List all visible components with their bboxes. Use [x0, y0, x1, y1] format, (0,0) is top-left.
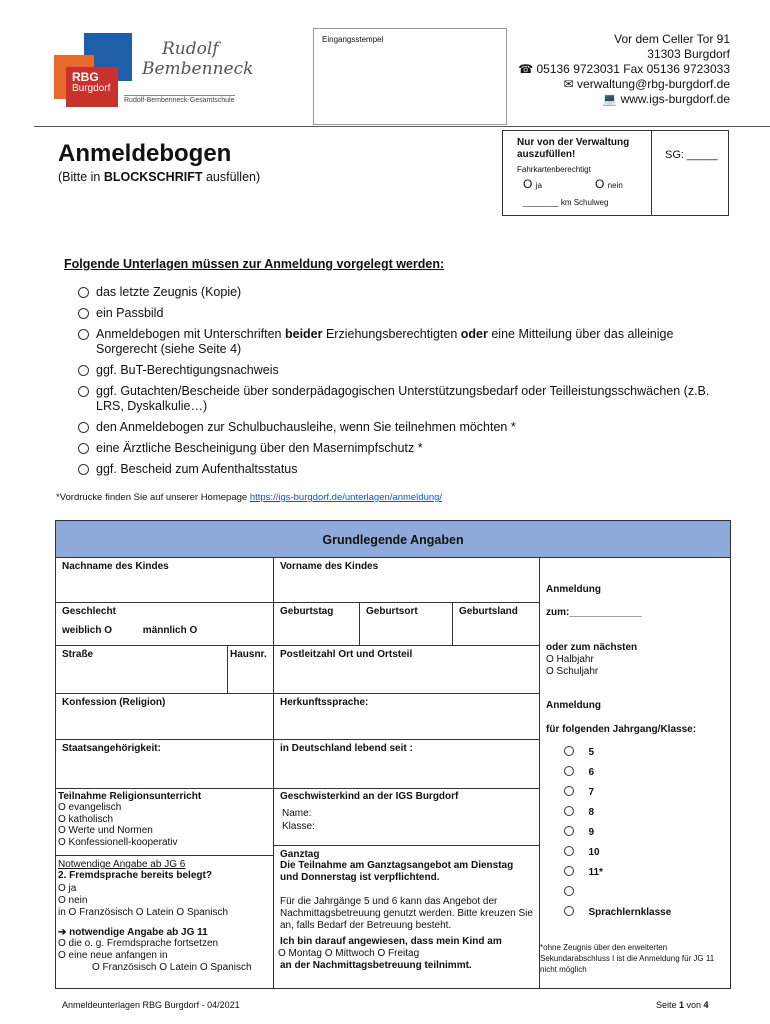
ganztag-end: an der Nachmittagsbetreuung teilnimmt. [280, 960, 472, 971]
address-phone: ☎ 05136 9723031 Fax 05136 9723033 [518, 62, 730, 76]
jg11-option1[interactable]: O die o. g. Fremdsprache fortsetzen [58, 938, 219, 949]
geburtsland-field[interactable] [452, 602, 540, 646]
grade-option[interactable] [564, 782, 671, 802]
list-item [56, 327, 716, 357]
subtitle-prefix: (Bitte in [58, 170, 104, 184]
konfession-field[interactable] [55, 693, 274, 740]
header-divider [34, 126, 770, 127]
doc-item-text: ein Passbild [96, 306, 164, 320]
grade-option[interactable] [564, 762, 671, 782]
list-item [56, 363, 716, 378]
staat-label: Staatsangehörigkeit: [62, 743, 161, 754]
jahrgang-label: für folgenden Jahrgang/Klasse: [546, 724, 697, 735]
logo-subtitle: Rudolf-Bembenneck-Gesamtschule [124, 97, 235, 104]
page-subtitle [58, 170, 260, 184]
nachname-label: Nachname des Kindes [62, 561, 169, 572]
checkbox-circle[interactable] [78, 422, 89, 433]
subtitle-bold: BLOCKSCHRIFT [103, 170, 203, 184]
geburtstag-label: Geburtstag [280, 606, 334, 617]
anmeldung-label: Anmeldung [546, 584, 601, 595]
plz-field[interactable] [273, 645, 540, 694]
anmeldung2-label: Anmeldung [546, 700, 601, 711]
admin-ja-option[interactable]: O ja [523, 177, 542, 191]
admin-nein: nein [607, 181, 623, 190]
page-title: Anmeldebogen [58, 140, 232, 167]
grade-circle[interactable] [564, 766, 574, 776]
admin-sg: SG: _____ [665, 149, 718, 161]
form-header [55, 520, 731, 558]
list-item [56, 441, 716, 456]
geschlecht-field [55, 602, 274, 646]
religion-option[interactable]: O Konfessionell-kooperativ [58, 836, 178, 848]
grade-label: 9 [588, 827, 595, 838]
doc-item-text: den Anmeldebogen zur Schulbuchausleihe, wenn Sie teilnehmen möchten * [96, 420, 516, 434]
sibling-name[interactable]: Name: [282, 808, 312, 819]
jg11-option2[interactable]: O eine neue anfangen in [58, 950, 168, 961]
sibling-klasse[interactable]: Klasse: [282, 821, 315, 832]
doc-item-text: das letzte Zeugnis (Kopie) [96, 285, 242, 299]
strasse-label: Straße [62, 649, 94, 660]
grade-circle[interactable] [564, 786, 574, 796]
doc-item-text: eine Ärztliche Bescheinigung über den Masernimpfschutz * [96, 441, 423, 455]
doc-item-text: Anmeldebogen mit Unterschriften beider Erziehungsberechtigten oder eine Mitteilung über das alleinige Sorgerecht (siehe Seite 4) [96, 327, 674, 356]
geschwister-label [280, 791, 533, 802]
maennlich-option[interactable]: männlich O [142, 625, 198, 636]
grade-option[interactable] [564, 842, 671, 862]
doc-item-text: ggf. Bescheid zum Aufenthaltsstatus [96, 462, 298, 476]
fremd-ja[interactable]: O ja [58, 883, 77, 894]
hausnr-label: Hausnr. [230, 649, 267, 660]
grade-option[interactable] [564, 902, 671, 922]
geschlecht-label: Geschlecht [62, 606, 116, 617]
school-logo [54, 33, 254, 113]
ganztag-field [273, 845, 540, 989]
vorname-field[interactable] [273, 557, 540, 603]
list-item [56, 462, 716, 477]
admin-ja: ja [535, 181, 542, 190]
address-web: 💻 www.igs-burgdorf.de [602, 92, 730, 106]
school-address [518, 32, 730, 107]
subtitle-suffix: ausfüllen) [202, 170, 261, 184]
homepage-link[interactable]: https://igs-burgdorf.de/unterlagen/anmeldung/ [249, 492, 443, 503]
admin-fahrkarte: Fahrkartenberechtigt [517, 165, 591, 174]
ganztag-title: Ganztag [280, 849, 320, 860]
geburtsland-label: Geburtsland [459, 606, 518, 617]
herkunft-field[interactable] [273, 693, 540, 740]
grade-circle[interactable] [564, 906, 574, 916]
religion-option[interactable]: O Werte und Normen [58, 825, 153, 836]
stamp-label: Eingangsstempel [322, 35, 384, 44]
address-city: 31303 Burgdorf [647, 47, 730, 61]
page-mid: von [684, 1000, 704, 1010]
religion-field [55, 788, 274, 856]
fremdsprache-field [55, 855, 274, 989]
docs-footnote [56, 492, 442, 503]
logo-badge-line2: Burgdorf [72, 83, 111, 94]
grade-circle[interactable] [564, 806, 574, 816]
admin-nein-option[interactable]: O nein [595, 177, 623, 191]
stamp-box [313, 28, 507, 125]
geburtstag-field[interactable] [273, 602, 360, 646]
grade-option[interactable] [564, 882, 671, 902]
page-num: 1 [679, 1000, 685, 1010]
halbjahr-option[interactable]: O Halbjahr [546, 654, 594, 665]
grade-label: 6 [588, 767, 595, 778]
ganztag-bold: Die Teilnahme am Ganztagsangebot am Dienstag und Donnerstag ist verpflichtend. [280, 860, 514, 883]
list-item [56, 384, 716, 414]
logo-name-2: Bembenneck [142, 59, 254, 79]
address-email: ✉ verwaltung@rbg-burgdorf.de [563, 77, 730, 91]
grade-label: 8 [588, 807, 595, 818]
fremd-note: Notwendige Angabe ab JG 6 [58, 859, 186, 870]
grade-circle[interactable] [564, 866, 574, 876]
grade-label: 10 [588, 847, 600, 858]
religion-option[interactable]: O evangelisch [58, 802, 122, 813]
footer-left: Anmeldeunterlagen RBG Burgdorf - 04/2021 [62, 1000, 240, 1010]
page-number [656, 1000, 709, 1010]
grade-option[interactable] [564, 802, 671, 822]
checkbox-circle[interactable] [78, 464, 89, 475]
ganztag-need: Ich bin darauf angewiesen, dass mein Kind am [280, 936, 502, 947]
seit-field[interactable] [273, 739, 540, 789]
address-street: Vor dem Celler Tor 91 [614, 32, 730, 46]
geschwister-field [273, 788, 540, 846]
docs-heading: Folgende Unterlagen müssen zur Anmeldung vorgelegt werden: [64, 257, 445, 271]
admin-heading: Nur von der Verwaltung auszufüllen! [517, 137, 630, 160]
grade-circle[interactable] [564, 886, 574, 896]
vorname-label: Vorname des Kindes [280, 561, 379, 572]
strasse-field[interactable] [55, 645, 228, 694]
jg11-heading: ➔ notwendige Angabe ab JG 11 [58, 927, 208, 938]
list-item [56, 306, 716, 321]
hausnr-field[interactable] [227, 645, 274, 694]
grade-option[interactable] [564, 822, 671, 842]
religion-heading: Teilnahme Religionsunterricht [58, 791, 202, 802]
geburtsort-field[interactable] [359, 602, 453, 646]
staat-field[interactable] [55, 739, 274, 789]
seit-label: in Deutschland lebend seit : [280, 743, 413, 754]
ganztag-days[interactable]: O Montag O Mittwoch O Freitag [278, 948, 420, 959]
page-total: 4 [703, 1000, 709, 1010]
fremd-nein[interactable]: O nein [58, 895, 88, 906]
geburtsort-label: Geburtsort [366, 606, 418, 617]
jg11-langs[interactable]: O Französisch O Latein O Spanisch [92, 962, 252, 973]
checkbox-circle[interactable] [78, 308, 89, 319]
grade-note: *ohne Zeugnis über den erweiterten Sekundarabschluss I ist die Anmeldung für JG 11 nicht möglich [540, 943, 715, 974]
footnote-text: *Vordrucke finden Sie auf unserer Homepage [56, 492, 250, 503]
admin-divider [651, 131, 652, 215]
grade-label: 11* [588, 867, 603, 878]
grade-list [564, 742, 671, 922]
checkbox-circle[interactable] [78, 365, 89, 376]
checkbox-circle[interactable] [78, 386, 89, 397]
weiblich-option[interactable]: weiblich O [62, 625, 113, 636]
fremd-in[interactable]: in O Französisch O Latein O Spanisch [58, 907, 229, 918]
grade-option[interactable] [564, 862, 671, 882]
checkbox-circle[interactable] [78, 329, 89, 340]
logo-square-red [66, 67, 118, 107]
geschwister-text: Geschwisterkind an der IGS Burgdorf [280, 791, 459, 802]
zum-field[interactable]: zum:_____________ [546, 607, 642, 618]
grade-label: Sprachlernklasse [588, 907, 672, 918]
fremd-heading: 2. Fremdsprache bereits belegt? [58, 870, 212, 881]
form-title: Grundlegende Angaben [322, 533, 464, 547]
list-item [56, 285, 716, 300]
list-item [56, 420, 716, 435]
grade-label: 7 [588, 787, 595, 798]
logo-badge-line1: RBG [72, 70, 99, 84]
grade-option[interactable] [564, 742, 671, 762]
plz-label: Postleitzahl Ort und Ortsteil [280, 649, 413, 660]
admin-box [502, 130, 729, 216]
nachname-field[interactable] [55, 557, 274, 603]
herkunft-label: Herkunftssprache: [280, 697, 369, 708]
page-prefix: Seite [656, 1000, 680, 1010]
ganztag-text: Für die Jahrgänge 5 und 6 kann das Angebot der Nachmittagsbetreuung genutzt werden. Bitte kreuzen Sie an, falls Bedarf der Betreuung besteht. [280, 896, 533, 931]
grade-circle[interactable] [564, 846, 574, 856]
checkbox-circle[interactable] [78, 443, 89, 454]
admin-schulweg: ________ km Schulweg [523, 198, 609, 207]
schuljahr-option[interactable]: O Schuljahr [546, 666, 599, 677]
konfession-label: Konfession (Religion) [62, 697, 166, 708]
grade-circle[interactable] [564, 826, 574, 836]
checkbox-circle[interactable] [78, 287, 89, 298]
title-block [58, 140, 260, 184]
doc-item-text: ggf. Gutachten/Bescheide über sonderpädagogischen Unterstützungsbedarf oder Teilleistungsschwächen (z.B. LRS, Dyskalkulie…) [96, 384, 710, 413]
grade-circle[interactable] [564, 746, 574, 756]
doc-item-text: ggf. BuT-Berechtigungsnachweis [96, 363, 279, 377]
religion-option[interactable]: O katholisch [58, 813, 114, 825]
grade-label: 5 [588, 747, 595, 758]
docs-list [56, 285, 716, 483]
oder-zum-label: oder zum nächsten [546, 642, 638, 653]
logo-name-1: Rudolf [162, 39, 219, 59]
